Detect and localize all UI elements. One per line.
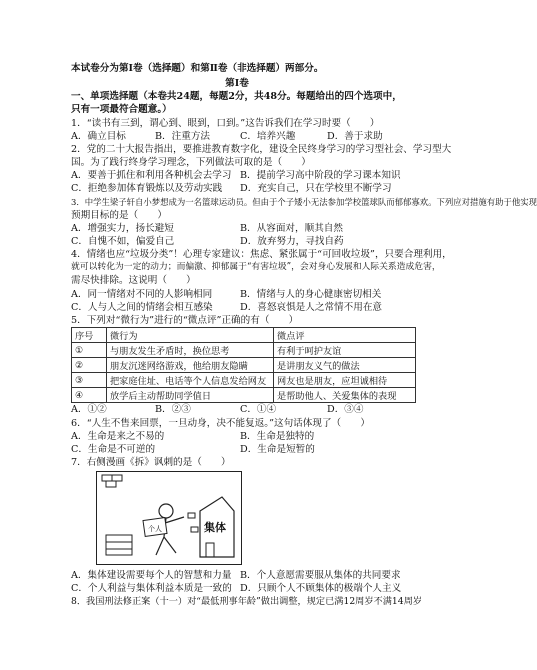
- section-heading-line2: 只有一项最符合题意。）: [71, 104, 172, 115]
- cartoon-chai-image: [96, 471, 242, 565]
- q6-option-c: C．生命是不可逆的: [71, 444, 156, 455]
- intro-text: 本试卷分为第Ⅰ卷（选择题）和第Ⅱ卷（非选择题）两部分。: [71, 63, 324, 74]
- q1-option-a: A．确立目标: [71, 131, 126, 142]
- q5-option-c: C．①④: [240, 404, 277, 415]
- q6-option-d: D．生命是短暂的: [240, 444, 315, 455]
- section-heading-line1: 一、单项选择题（本卷共24题，每题2分，共48分。每题给出的四个选项中，: [71, 91, 402, 102]
- table-cell: 有利于呵护友谊: [274, 343, 416, 358]
- q4-stem-line1: 4．情绪也应“垃圾分类”！心理专家建议：焦虑、紧张属于“可回收垃圾”，只要合理利用，: [71, 249, 452, 260]
- q4-option-d: D．喜怒哀惧是人之常情不用在意: [240, 302, 383, 313]
- q4-option-a: A．同一情绪对不同的人影响相同: [71, 289, 213, 300]
- q7-option-a: A．集体建设需要每个人的智慧和力量: [71, 570, 232, 581]
- q7-stem: 7．右侧漫画《拆》讽刺的是（ ）: [71, 457, 231, 468]
- q3-option-b: B．从容面对，顺其自然: [240, 223, 343, 234]
- volume-title: 第Ⅰ卷: [225, 78, 249, 89]
- table-row: [72, 343, 416, 358]
- q5-option-a: A．①②: [71, 404, 107, 415]
- brick-pile: [106, 535, 132, 555]
- q1-option-b: B．注重方法: [155, 131, 211, 142]
- table-row: [72, 373, 416, 388]
- table-cell: 朋友沉迷网络游戏，他给朋友隐瞒: [107, 358, 274, 373]
- q6-option-a: A．生命是来之不易的: [71, 431, 165, 442]
- table-header-row: [72, 328, 416, 343]
- q8-stem: 8．我国刑法修正案（十一）对“最低刑事年龄”做出调整，规定已满12周岁不满14周岁: [71, 596, 422, 607]
- q1-option-d: D．善于求助: [327, 131, 383, 142]
- q2-option-c: C．拒绝参加体育锻炼以及劳动实践: [71, 183, 223, 194]
- q7-option-d: D．只顾个人不顾集体的极端个人主义: [240, 583, 402, 594]
- sign-text: 个人: [148, 525, 162, 533]
- table-header-cell: 微点评: [274, 328, 416, 343]
- table-row: [72, 358, 416, 373]
- q1-option-c: C．培养兴趣: [240, 131, 296, 142]
- q2-option-a: A．要善于抓住和利用各种机会去学习: [71, 170, 232, 181]
- q4-stem-line2: 就可以转化为一定的动力；而偏激、抑郁属于“有害垃圾”，会对身心发展和人际关系造成危害，: [71, 262, 441, 272]
- q5-option-d: D．③④: [327, 404, 364, 415]
- q4-option-b: B．情绪与人的身心健康密切相关: [240, 289, 382, 300]
- table-cell: ④: [72, 388, 107, 403]
- q6-stem: 6．“人生不售来回票，一旦动身，决不能复返。”这句话体现了（ ）: [71, 418, 370, 429]
- q2-stem-line1: 2．党的二十大报告指出，要推进教育数字化，建设全民终身学习的学习型社会、学习型大: [71, 144, 452, 155]
- q5-table: [71, 327, 416, 403]
- q3-option-a: A．增强实力，扬长避短: [71, 223, 174, 234]
- q3-option-d: D．放弃努力，寻找自药: [240, 236, 344, 247]
- q4-option-c: C．人与人之间的情绪会相互感染: [71, 302, 213, 313]
- table-cell: 是讲朋友义气的做法: [274, 358, 416, 373]
- table-cell: ③: [72, 373, 107, 388]
- table-cell: 放学后主动帮助同学值日: [107, 388, 274, 403]
- q7-option-c: C．个人利益与集体利益本质是一致的: [71, 583, 232, 594]
- table-cell: 与朋友发生矛盾时，换位思考: [107, 343, 274, 358]
- table-cell: ②: [72, 358, 107, 373]
- q1-stem: 1．“读书有三到，谓心到、眼到，口到。”这告诉我们在学习时要（ ）: [71, 118, 380, 129]
- wall-text: 集体: [204, 521, 226, 534]
- q2-option-b: B．提前学习高中阶段的学习课本知识: [240, 170, 401, 181]
- q7-option-b: B．个人意愿需要服从集体的共同要求: [240, 570, 401, 581]
- table-row: [72, 388, 416, 403]
- q3-option-c: C．自愧不如，偏爱自己: [71, 236, 175, 247]
- q2-stem-line2: 国。为了践行终身学习理念，下列做法可取的是（ ）: [71, 157, 311, 168]
- q4-stem-line3: 需尽快排除。这说明（ ）: [71, 275, 196, 286]
- q3-stem-line2: 预期目标的是（ ）: [71, 210, 167, 221]
- table-cell: 网友也是朋友，应坦诚相待: [274, 373, 416, 388]
- table-header-cell: 微行为: [107, 328, 274, 343]
- table-cell: ①: [72, 343, 107, 358]
- q3-stem-line1: 3．中学生梁子轩自小梦想成为一名篮球运动员。但由于个子矮小无法参加学校篮球队而郁郁寡欢。下列应对措施有助于他实现: [71, 197, 537, 207]
- table-header-cell: 序号: [72, 328, 107, 343]
- table-cell: 把家庭住址、电话等个人信息发给网友: [107, 373, 274, 388]
- q5-option-b: B．②③: [155, 404, 191, 415]
- table-cell: 是帮助他人、关爱集体的表现: [274, 388, 416, 403]
- q2-option-d: D．充实自己，只在学校里不断学习: [240, 183, 392, 194]
- person-head: [159, 504, 173, 518]
- q6-option-b: B．生命是独特的: [240, 431, 315, 442]
- q5-stem: 5．下列对“微行为”进行的“微点评”正确的有（ ）: [71, 315, 299, 326]
